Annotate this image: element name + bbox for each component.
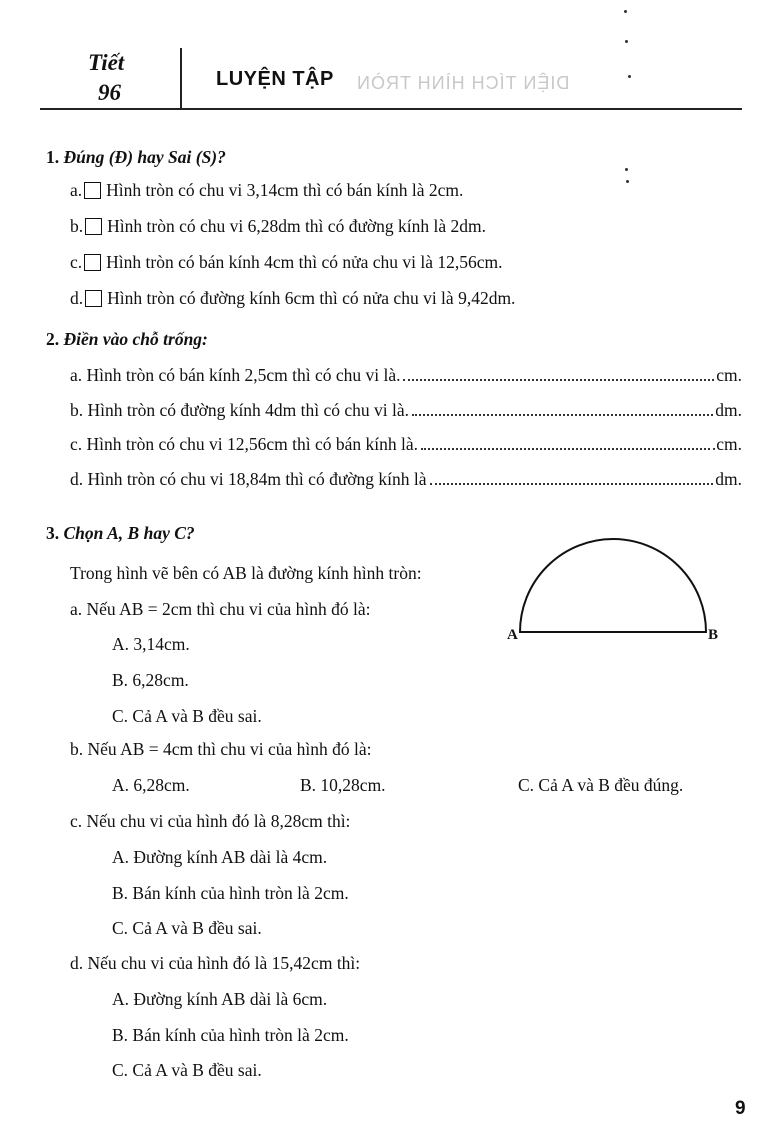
q1-item-d	[70, 287, 515, 309]
q1-item-text: Hình tròn có chu vi 3,14cm thì có bán kính là 2cm.	[106, 180, 464, 200]
answer-checkbox[interactable]	[84, 182, 101, 199]
q3a-option-b[interactable]: B. 6,28cm.	[112, 670, 189, 690]
q3-intro: Trong hình vẽ bên có AB là đường kính hình tròn:	[70, 563, 422, 583]
q1-item-letter: d.	[70, 288, 84, 308]
page-number: 9	[735, 1098, 746, 1119]
q1-item-letter: b.	[70, 216, 84, 236]
q3d-option-c[interactable]: C. Cả A và B đều sai.	[112, 1060, 262, 1080]
q3d-option-b[interactable]: B. Bán kính của hình tròn là 2cm.	[112, 1025, 349, 1045]
point-b-label: B	[708, 627, 719, 643]
question-1-number: 1.	[46, 147, 60, 167]
page-title: LUYỆN TẬP	[216, 68, 334, 90]
semicircle-figure	[518, 536, 708, 636]
q3b-question: b. Nếu AB = 4cm thì chu vi của hình đó là:	[70, 739, 372, 759]
question-3-number: 3.	[46, 523, 60, 543]
q1-item-text: Hình tròn có chu vi 6,28dm thì có đường kính là 2dm.	[107, 216, 487, 236]
q2-item-text: a. Hình tròn có bán kính 2,5cm thì có chu vi là.	[70, 365, 401, 385]
header-divider	[180, 48, 182, 110]
q3b-option-b[interactable]: B. 10,28cm.	[300, 775, 386, 795]
q3d-option-a[interactable]: A. Đường kính AB dài là 6cm.	[112, 989, 328, 1009]
question-2-title	[46, 328, 208, 350]
q2-item-text: b. Hình tròn có đường kính 4dm thì có chu vi là.	[70, 400, 410, 420]
q2-item-unit: .cm.	[711, 434, 742, 454]
q2-item-unit: cm.	[716, 365, 742, 385]
q3c-question: c. Nếu chu vi của hình đó là 8,28cm thì:	[70, 811, 351, 831]
q2-item-d	[70, 468, 742, 490]
answer-blank[interactable]	[412, 414, 713, 416]
q1-item-c	[70, 251, 503, 273]
q2-item-b	[70, 399, 742, 421]
q3c-option-a[interactable]: A. Đường kính AB dài là 4cm.	[112, 847, 328, 867]
q1-item-a	[70, 179, 463, 201]
q3b-option-c[interactable]: C. Cả A và B đều đúng.	[518, 775, 684, 795]
point-a-label: A	[507, 627, 518, 643]
q3a-option-c[interactable]: C. Cả A và B đều sai.	[112, 706, 262, 726]
q1-item-letter: c.	[70, 252, 83, 272]
answer-blank[interactable]	[403, 379, 714, 381]
q2-item-text: c. Hình tròn có chu vi 12,56cm thì có bán kính là.	[70, 434, 418, 454]
q3c-option-b[interactable]: B. Bán kính của hình tròn là 2cm.	[112, 883, 349, 903]
q2-item-unit: dm.	[715, 469, 742, 489]
q1-item-letter: a.	[70, 180, 83, 200]
q3b-option-a[interactable]: A. 6,28cm.	[112, 775, 190, 795]
header-rule	[40, 108, 742, 110]
show-through-title: DIỆN TÍCH HÌNH TRÒN	[356, 73, 570, 93]
question-1-title	[46, 146, 226, 168]
question-3-text: Chọn A, B hay C?	[63, 523, 195, 543]
question-3-title	[46, 522, 195, 544]
question-1-text: Đúng (Đ) hay Sai (S)?	[63, 147, 226, 167]
question-2-text: Điền vào chỗ trống:	[63, 329, 208, 349]
lesson-label: Tiết	[88, 50, 125, 75]
lesson-number-box	[78, 48, 178, 110]
answer-checkbox[interactable]	[85, 218, 102, 235]
lesson-number: 96	[98, 80, 121, 105]
q3d-question: d. Nếu chu vi của hình đó là 15,42cm thì:	[70, 953, 361, 973]
q2-item-c	[70, 433, 742, 455]
q2-item-unit: dm.	[715, 400, 742, 420]
q3a-question: a. Nếu AB = 2cm thì chu vi của hình đó là:	[70, 599, 371, 619]
q2-item-a	[70, 364, 742, 386]
answer-blank[interactable]	[430, 483, 714, 485]
answer-checkbox[interactable]	[85, 290, 102, 307]
q3a-option-a[interactable]: A. 3,14cm.	[112, 634, 190, 654]
q3c-option-c[interactable]: C. Cả A và B đều sai.	[112, 918, 262, 938]
scan-dots	[622, 0, 630, 190]
answer-checkbox[interactable]	[84, 254, 101, 271]
q1-item-text: Hình tròn có đường kính 6cm thì có nửa chu vi là 9,42dm.	[107, 288, 516, 308]
question-2-number: 2.	[46, 329, 60, 349]
answer-blank[interactable]	[421, 448, 710, 450]
q1-item-text: Hình tròn có bán kính 4cm thì có nửa chu vi là 12,56cm.	[106, 252, 503, 272]
q1-item-b	[70, 215, 486, 237]
q2-item-text: d. Hình tròn có chu vi 18,84m thì có đường kính là	[70, 469, 427, 489]
